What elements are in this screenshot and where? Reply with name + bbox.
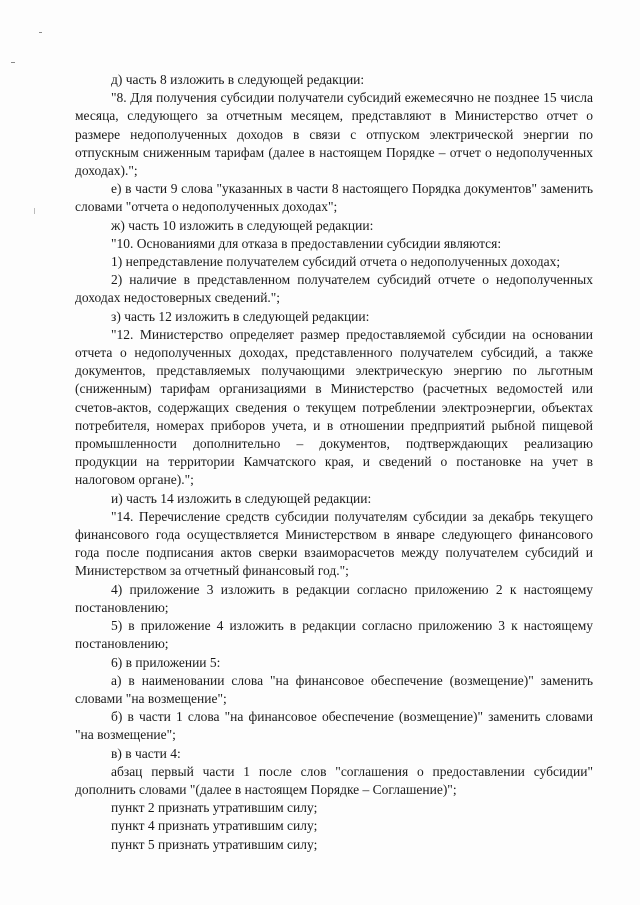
scan-speck [11, 62, 15, 63]
paragraph: "12. Министерство определяет размер предоставляемой субсидии на основании отчета о недополученных доходах, представленного получателем субсидий, а также документов, представляемых получающими электрическую энергию по льготным (сниженным) тарифам организациями в Министерство (расчетных ведомостей или счетов-актов, содержащих сведения о текущем потреблении электроэнергии, объектах потребителя, номерах приборов учета, и в отношении предприятий рыбной пищевой промышленности дополнительно – документов, подтверждающих реализацию продукции на территории Камчатского края, и сведений о постановке на учет в налоговом органе)."; [75, 326, 593, 488]
paragraph: пункт 4 признать утратившим силу; [111, 818, 318, 834]
paragraph: 5) в приложение 4 изложить в редакции согласно приложению 3 к настоящему постановлению; [75, 618, 593, 652]
scan-speck [39, 32, 42, 33]
scan-speck [34, 208, 35, 214]
paragraph: б) в части 1 слова "на финансовое обеспечение (возмещение)" заменить словами "на возмещение"; [75, 709, 593, 743]
paragraph: а) в наименовании слова "на финансовое обеспечение (возмещение)" заменить словами "на возмещение"; [75, 672, 593, 706]
paragraph: е) в части 9 слова "указанных в части 8 настоящего Порядка документов" заменить словами "отчета о недополученных доходах"; [75, 181, 593, 215]
paragraph: в) в части 4: [111, 745, 181, 761]
paragraph: 6) в приложении 5: [111, 654, 221, 670]
document-body [75, 71, 593, 854]
paragraph: пункт 2 признать утратившим силу; [111, 800, 318, 816]
paragraph: и) часть 14 изложить в следующей редакции: [111, 490, 372, 506]
paragraph: пункт 5 признать утратившим силу; [111, 836, 318, 852]
paragraph: "10. Основаниями для отказа в предоставлении субсидии являются: [111, 235, 502, 251]
paragraph: "8. Для получения субсидии получатели субсидий ежемесячно не позднее 15 числа месяца, следующего за отчетным месяцем, представляют в Министерство отчет о размере недополученных доходов в связи с отпуском электрической энергии по отпускным сниженным тарифам (далее в настоящем Порядке – отчет о недополученных доходах)."; [75, 90, 593, 179]
paragraph: ж) часть 10 изложить в следующей редакции: [111, 217, 374, 233]
paragraph: з) часть 12 изложить в следующей редакции: [111, 308, 370, 324]
paragraph: д) часть 8 изложить в следующей редакции: [111, 72, 365, 87]
paragraph: 2) наличие в представленном получателем субсидий отчете о недополученных доходах недостоверных сведений."; [75, 272, 593, 306]
paragraph: 4) приложение 3 изложить в редакции согласно приложению 2 к настоящему постановлению; [75, 581, 593, 615]
paragraph: "14. Перечисление средств субсидии получателям субсидии за декабрь текущего финансового года осуществляется Министерством в январе следующего финансового года после подписания актов сверки взаиморасчетов между получателем субсидий и Министерством за отчетный финансовый год."; [75, 508, 593, 579]
paragraph: 1) непредставление получателем субсидий отчета о недополученных доходах; [111, 254, 561, 270]
paragraph: абзац первый части 1 после слов "соглашения о предоставлении субсидии" дополнить словами "(далее в настоящем Порядке – Соглашение)"; [75, 763, 593, 797]
